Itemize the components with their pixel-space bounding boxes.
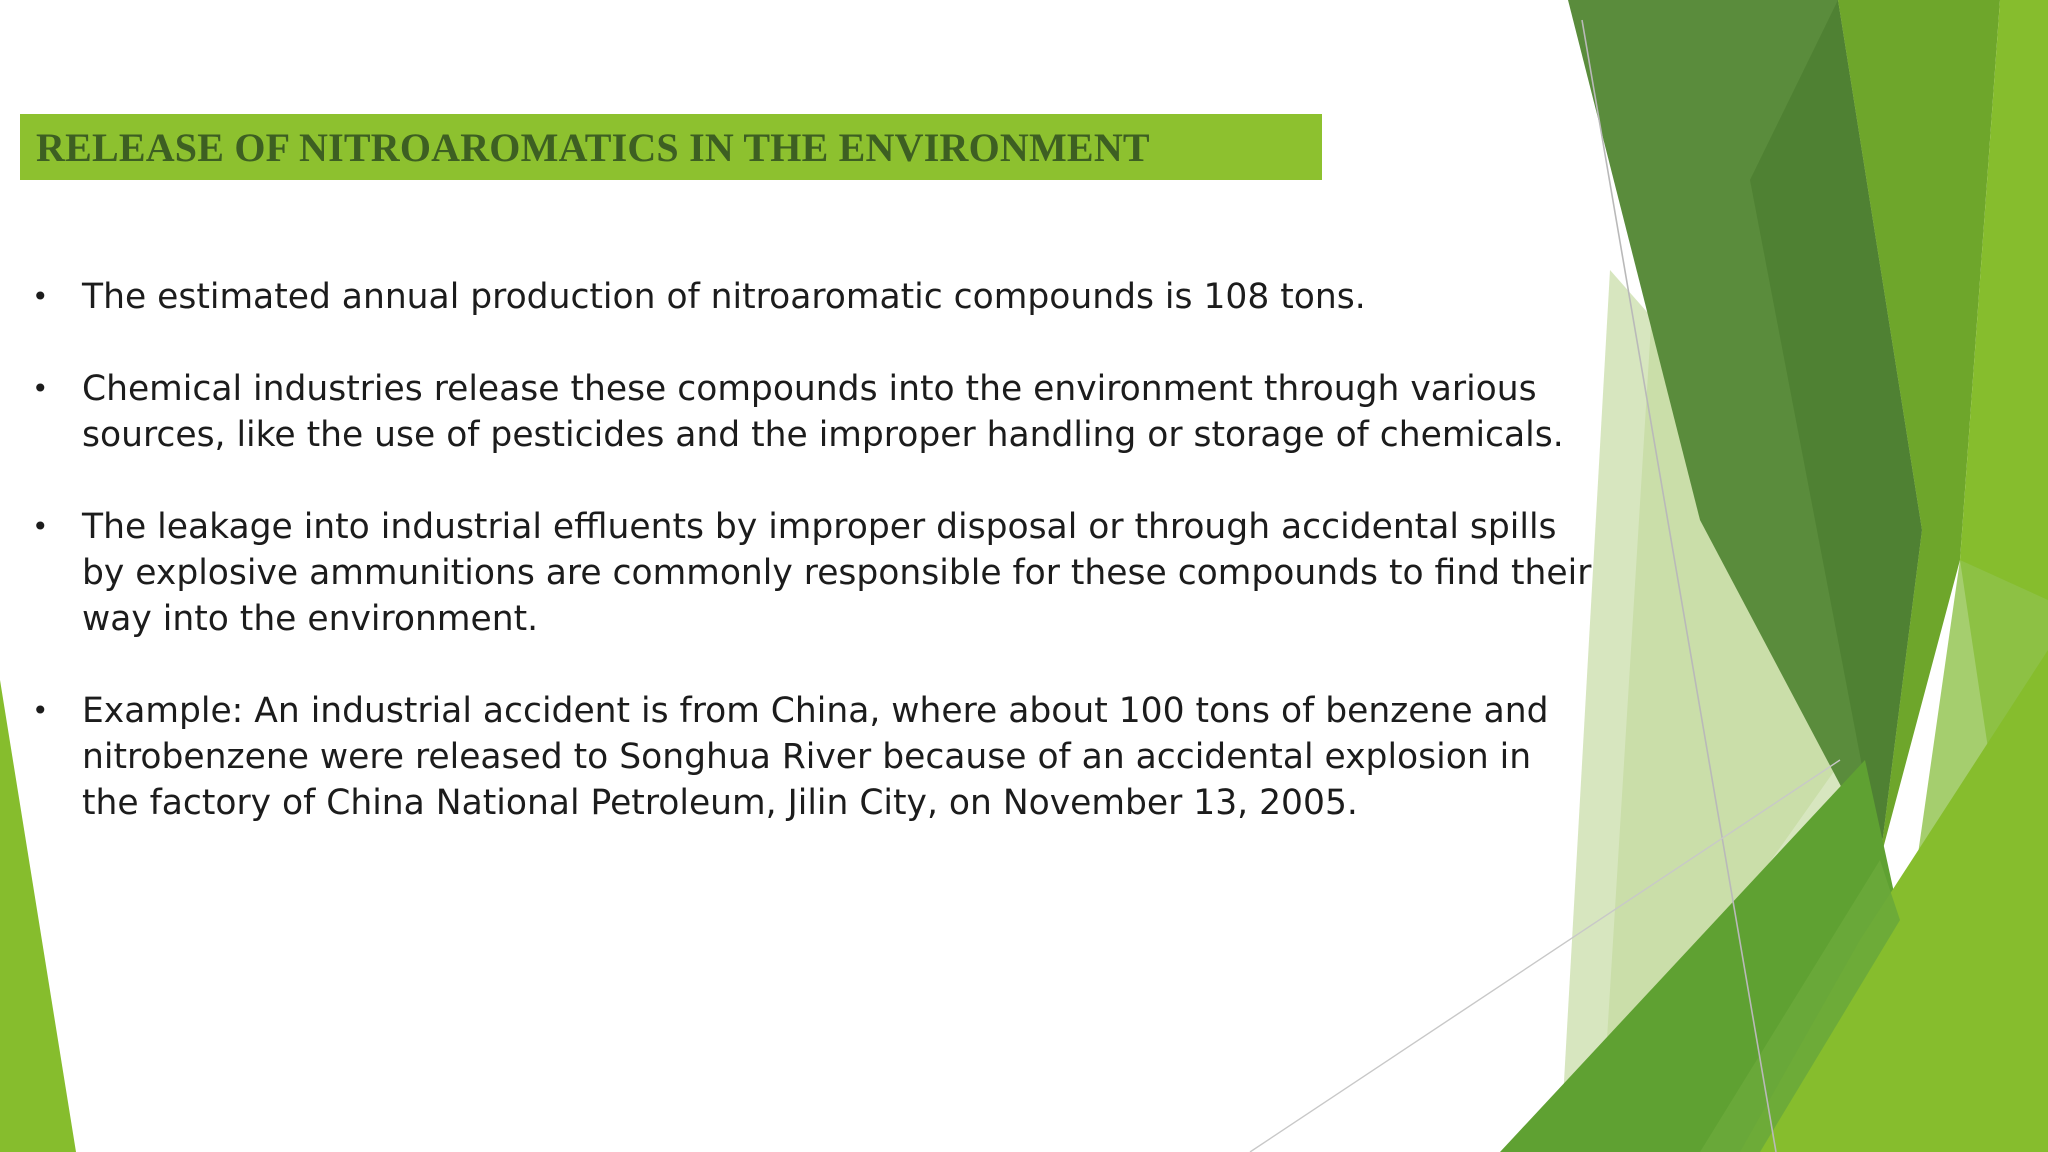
bullet-list bbox=[32, 274, 1592, 872]
title-bar bbox=[20, 114, 1322, 180]
bullet-text: Chemical industries release these compounds into the environment through various sources, like the use of pesticides and the improper handling or storage of chemicals. bbox=[82, 369, 1564, 455]
bullet-text: The estimated annual production of nitroaromatic compounds is 108 tons. bbox=[82, 277, 1366, 317]
bullet-item bbox=[32, 504, 1592, 642]
bullet-item bbox=[32, 366, 1592, 458]
bullet-text: The leakage into industrial effluents by improper disposal or through accidental spills by explosive ammunitions are commonly responsible for these compounds to find their way into the environment. bbox=[82, 507, 1592, 639]
bullet-icon: • bbox=[32, 280, 49, 313]
bullet-icon: • bbox=[32, 694, 49, 727]
bullet-icon: • bbox=[32, 372, 49, 405]
slide-title: RELEASE OF NITROAROMATICS IN THE ENVIRONMENT bbox=[36, 124, 1150, 170]
bullet-icon: • bbox=[32, 510, 49, 543]
bullet-item bbox=[32, 274, 1592, 320]
bullet-text: Example: An industrial accident is from China, where about 100 tons of benzene and nitrobenzene were released to Songhua River because of an accidental explosion in the factory of China National Petroleum, Jilin City, on November 13, 2005. bbox=[82, 691, 1549, 823]
bullet-item bbox=[32, 688, 1592, 826]
